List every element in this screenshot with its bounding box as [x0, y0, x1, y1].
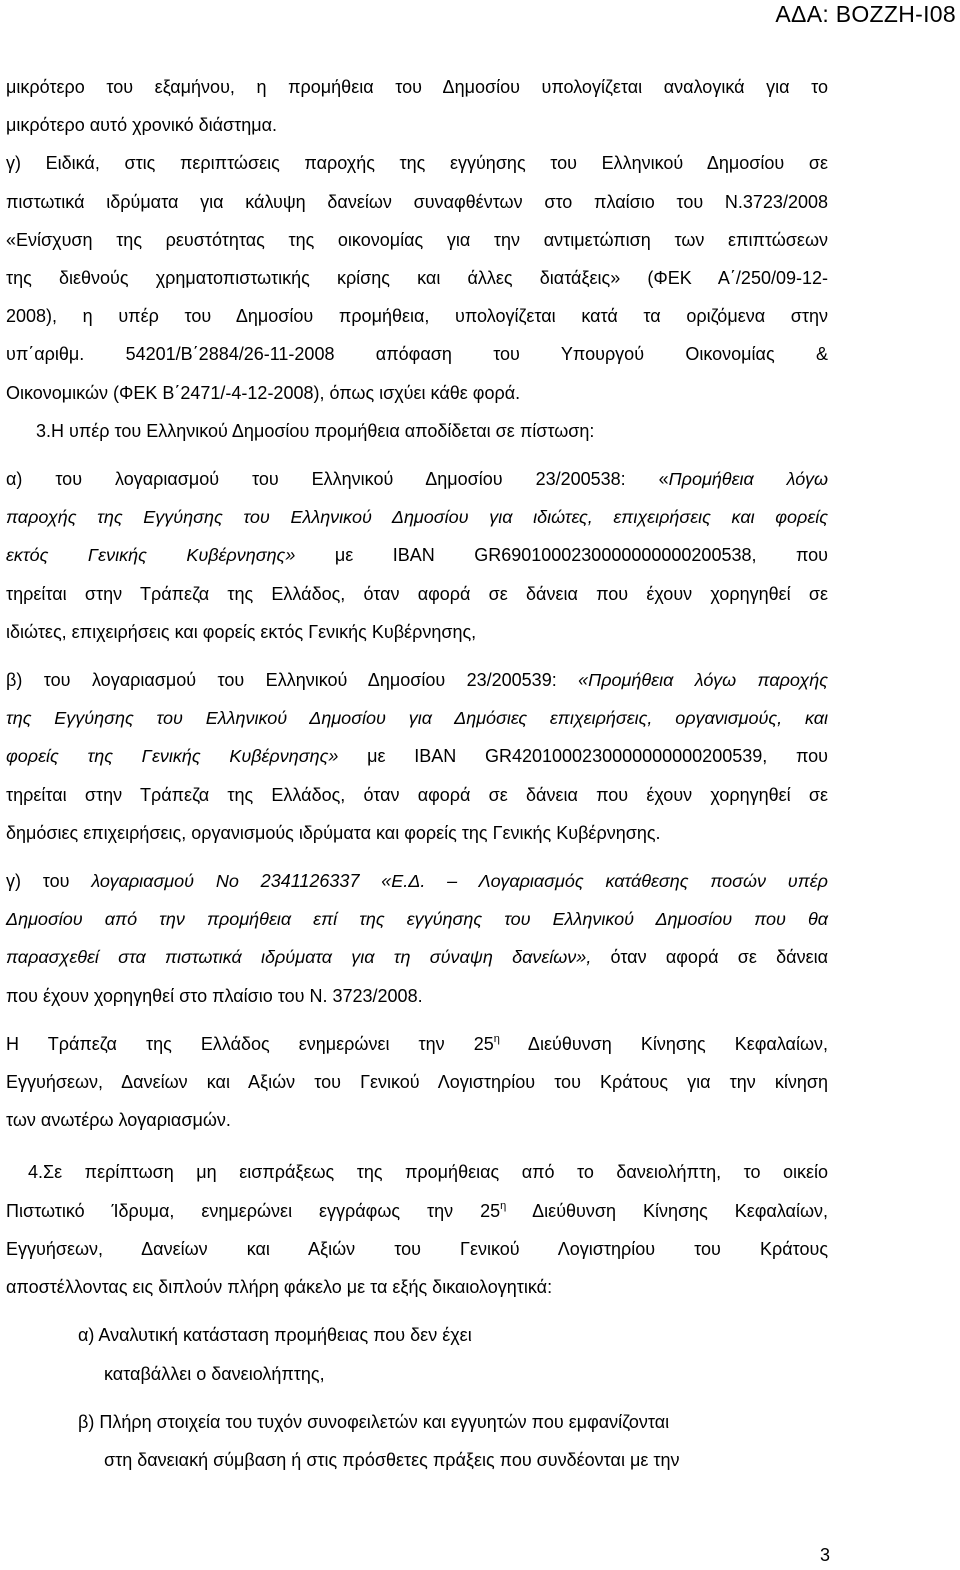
text-line: Οικονομικών (ΦΕΚ Β΄2471/-4-12-2008), όπως ισχύει κάθε φορά.: [6, 382, 521, 403]
text-line: που έχουν χορηγηθεί στο πλαίσιο του Ν. 3723/2008.: [6, 985, 423, 1006]
text-line: γ) Ειδικά, στις περιπτώσεις παροχής της εγγύησης του Ελληνικού Δημοσίου σε: [6, 153, 828, 174]
section-heading-3: 3.Η υπέρ του Ελληνικού Δημοσίου προμήθεια αποδίδεται σε πίστωση:: [36, 420, 595, 441]
ada-code: ΑΔΑ: ΒΟΖΖΗ-Ι08: [775, 1, 956, 27]
text-line: της διεθνούς χρηματοπιστωτικής κρίσης και άλλες διατάξεις» (ΦΕΚ Α΄/250/09-12-: [6, 268, 828, 289]
document-body: [6, 68, 828, 1479]
section-heading-4: 4.Σε περίπτωση μη εισπράξεως της προμήθειας από το δανειολήπτη, το οικείο: [28, 1162, 828, 1183]
text-line: 2008), η υπέρ του Δημοσίου προμήθεια, υπολογίζεται κατά τα οριζόμενα στην: [6, 306, 828, 327]
text-line: αποστέλλοντας εις διπλούν πλήρη φάκελο με τα εξής δικαιολογητικά:: [6, 1277, 553, 1298]
text-line: της Εγγύησης του Ελληνικού Δημοσίου για Δημόσιες επιχειρήσεις, οργανισμούς, και: [6, 708, 828, 729]
text-line: φορείς της Γενικής Κυβέρνησης» με IBAN GR4201000230000000000200539, που: [6, 746, 829, 767]
text-line: Εγγυήσεων, Δανείων και Αξιών του Γενικού Λογιστηρίου του Κράτους: [6, 1238, 828, 1259]
text-line: τηρείται στην Τράπεζα της Ελλάδος, όταν αφορά σε δάνεια που έχουν χορηγηθεί σε: [6, 784, 828, 805]
text-line: μικρότερο αυτό χρονικό διάστημα.: [6, 115, 278, 136]
list-item-continuation: στη δανειακή σύμβαση ή στις πρόσθετες πράξεις που συνδέονται με την: [104, 1449, 680, 1470]
text-line: γ) του λογαριασμού Νο 2341126337 «Ε.Δ. – Λογαριασμός κατάθεσης ποσών υπέρ: [6, 871, 828, 892]
text-line: «Ενίσχυση της ρευστότητας της οικονομίας για την αντιμετώπιση των επιπτώσεων: [6, 229, 828, 250]
text-line: παρασχεθεί στα πιστωτικά ιδρύματα για τη σύναψη δανείων», όταν αφορά σε δάνεια: [6, 947, 829, 968]
text-line: Πιστωτικό Ίδρυμα, ενημερώνει εγγράφως την $25^\eta$ Διεύθυνση Κίνησης Κεφαλαίων,: [6, 1199, 829, 1221]
list-item-continuation: καταβάλλει ο δανειολήπτης,: [104, 1363, 325, 1384]
text-line: παροχής της Εγγύησης του Ελληνικού Δημοσίου για ιδιώτες, επιχειρήσεις και φορείς: [6, 507, 828, 528]
text-line: ιδιώτες, επιχειρήσεις και φορείς εκτός Γενικής Κυβέρνησης,: [6, 621, 477, 642]
text-line: πιστωτικά ιδρύματα για κάλυψη δανείων συναφθέντων στο πλαίσιο του Ν.3723/2008: [6, 191, 828, 212]
list-item: β) Πλήρη στοιχεία του τυχόν συνοφειλετών και εγγυητών που εμφανίζονται: [78, 1411, 670, 1432]
text-line: των ανωτέρω λογαριασμών.: [6, 1110, 231, 1131]
text-line: τηρείται στην Τράπεζα της Ελλάδος, όταν αφορά σε δάνεια που έχουν χορηγηθεί σε: [6, 583, 828, 604]
list-item: α) Αναλυτική κατάσταση προμήθειας που δεν έχει: [78, 1325, 472, 1346]
text-line: δημόσιες επιχειρήσεις, οργανισμούς ιδρύματα και φορείς της Γενικής Κυβέρνησης.: [6, 822, 661, 843]
text-line: Εγγυήσεων, Δανείων και Αξιών του Γενικού Λογιστηρίου του Κράτους για την κίνηση: [6, 1072, 828, 1093]
text-line: β) του λογαριασμού του Ελληνικού Δημοσίου 23/200539: «Προμήθεια λόγω παροχής: [6, 670, 828, 691]
page-number: 3: [819, 1545, 830, 1565]
text-line: εκτός Γενικής Κυβέρνησης» με IBAN GR6901000230000000000200538, που: [6, 545, 828, 566]
text-line: Η Τράπεζα της Ελλάδος ενημερώνει την $25^\eta$ Διεύθυνση Κίνησης Κεφαλαίων,: [6, 1032, 829, 1054]
text-line: Δημοσίου από την προμήθεια επί της εγγύησης του Ελληνικού Δημοσίου που θα: [6, 909, 828, 930]
text-line: α) του λογαριασμού του Ελληνικού Δημοσίου 23/200538: «Προμήθεια λόγω: [6, 469, 828, 490]
text-line: υπ΄αριθμ. 54201/Β΄2884/26-11-2008 απόφαση του Υπουργού Οικονομίας &: [6, 344, 828, 365]
text-line: μικρότερο του εξαμήνου, η προμήθεια του Δημοσίου υπολογίζεται αναλογικά για το: [6, 77, 828, 97]
